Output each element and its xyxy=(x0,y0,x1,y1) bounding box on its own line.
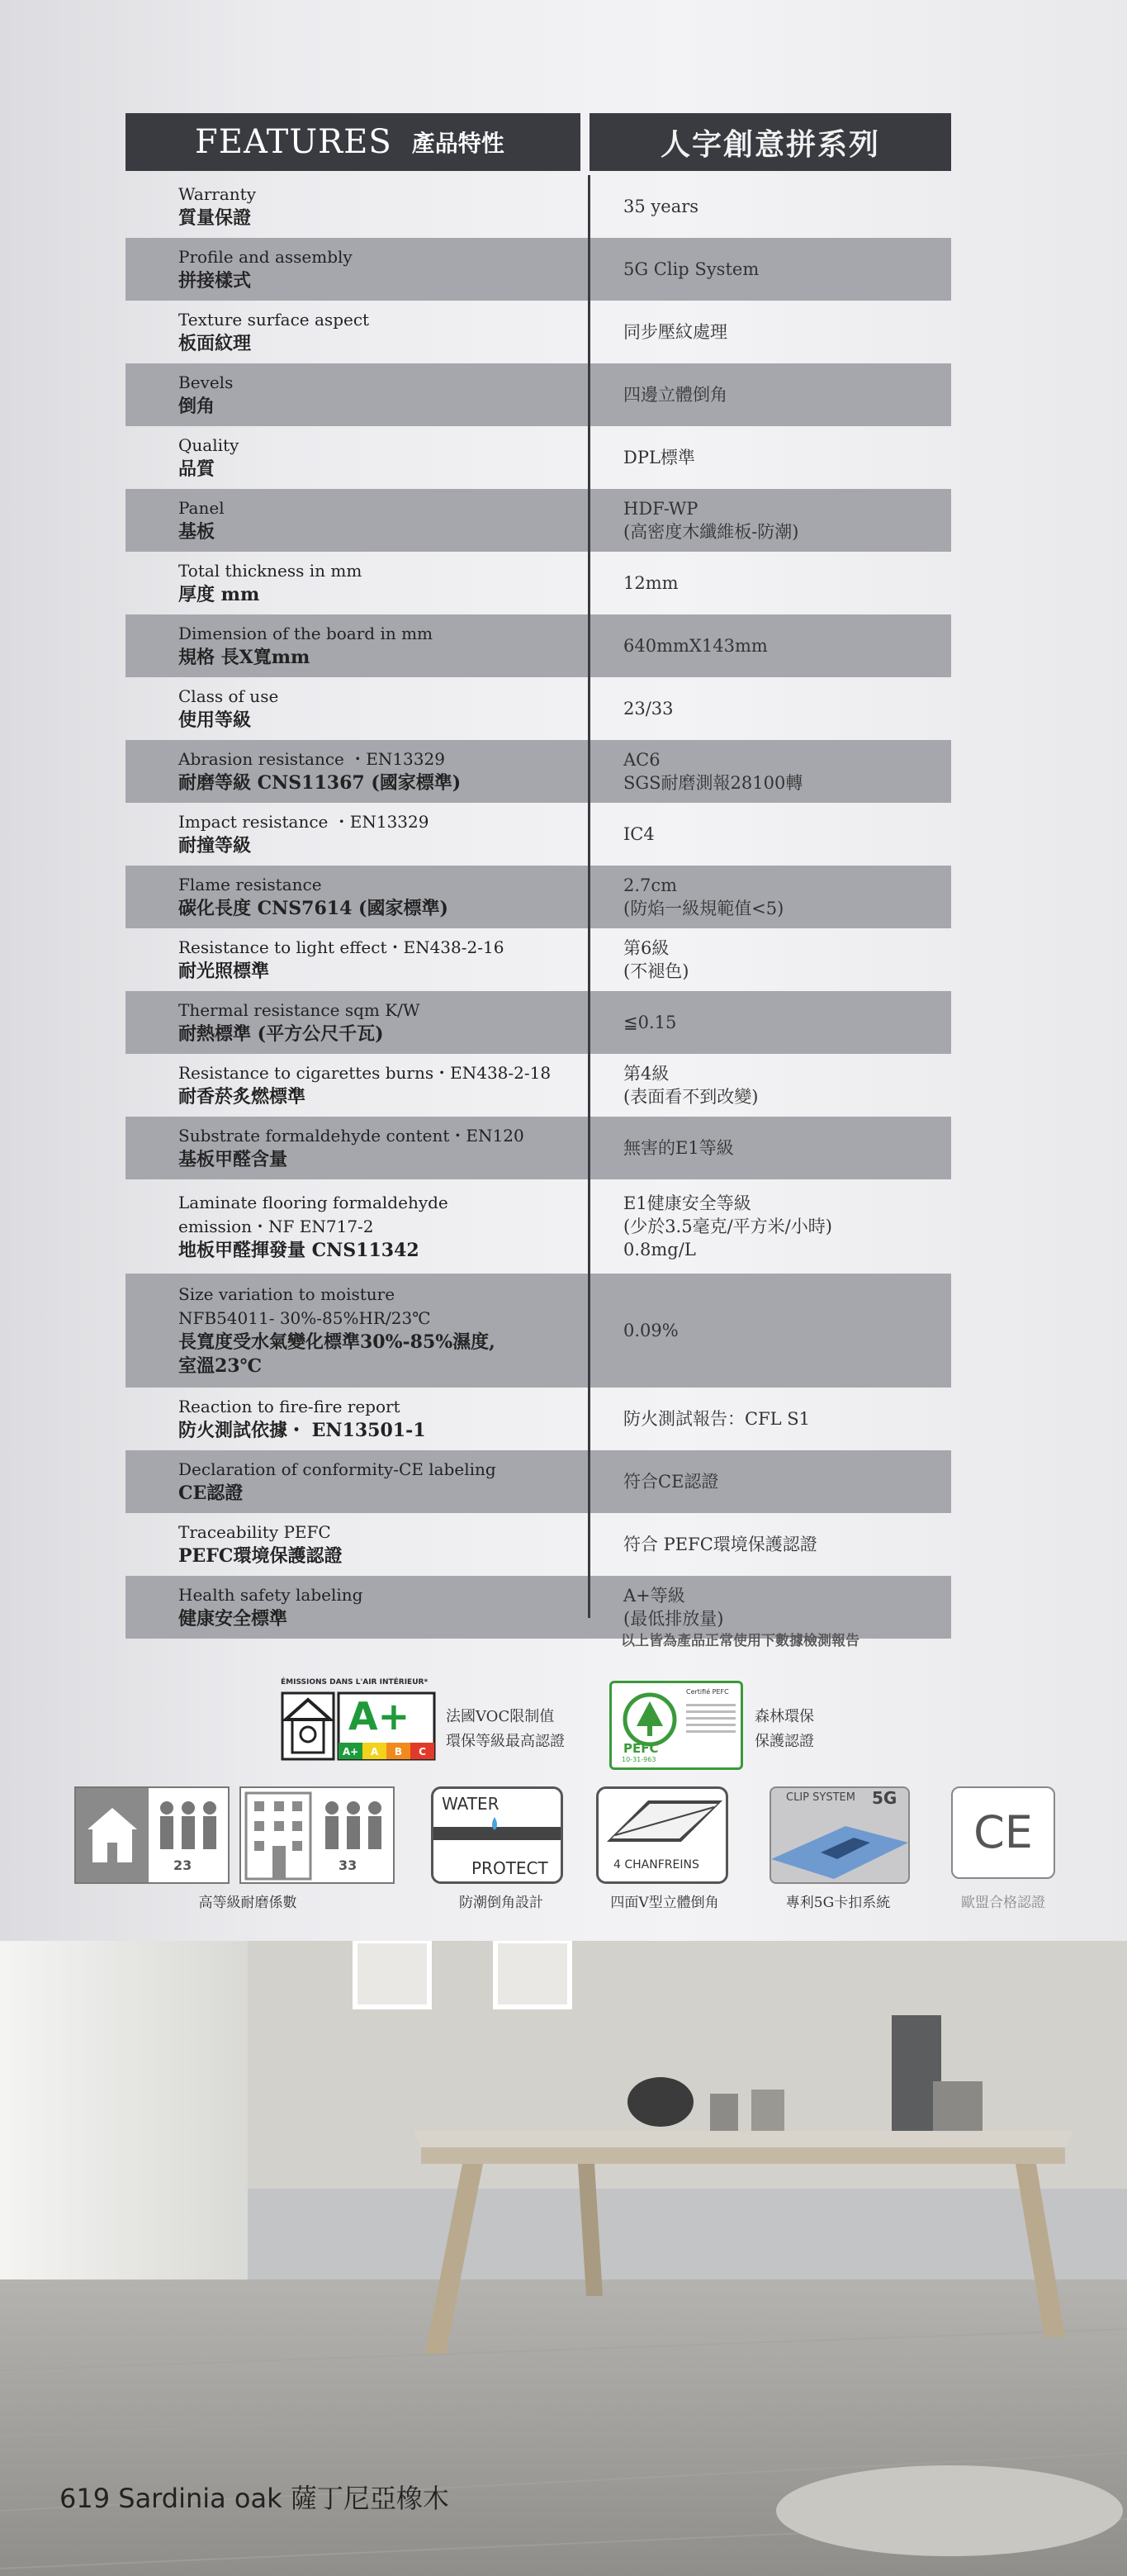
spec-label xyxy=(178,614,433,677)
spec-value-line: (防焰一級規範值<5) xyxy=(623,899,784,918)
bevel-icon xyxy=(599,1792,726,1858)
spec-value-line: (表面看不到改變) xyxy=(623,1087,759,1107)
water-label: WATER xyxy=(442,1794,500,1814)
spec-value xyxy=(623,740,803,803)
spec-label xyxy=(178,991,419,1054)
spec-value-line: AC6 xyxy=(623,750,661,770)
spec-label-zh: 基板 xyxy=(178,521,215,543)
spec-value-line: (最低排放量) xyxy=(623,1609,724,1629)
spec-table xyxy=(125,175,951,1639)
spec-label-zh: 耐熱標準 (平方公尺千瓦) xyxy=(178,1023,384,1045)
spec-value-line: IC4 xyxy=(623,824,655,844)
spec-row xyxy=(125,426,951,489)
spec-label-en: Resistance to cigarettes burns・EN438-2-18 xyxy=(178,1063,552,1083)
spec-label xyxy=(178,1450,496,1513)
features-title-zh: 產品特性 xyxy=(411,130,504,157)
voc-text-line: 環保等級最高認證 xyxy=(446,1733,565,1750)
bevel-caption: 四面V型立體倒角 xyxy=(610,1895,719,1911)
spec-label-zh: 倒角 xyxy=(178,396,215,417)
voc-text xyxy=(446,1705,565,1754)
spec-row xyxy=(125,614,951,677)
spec-label-en: Thermal resistance sqm K/W xyxy=(178,1000,420,1020)
spec-row xyxy=(125,1117,951,1179)
spec-value-line: 無害的E1等級 xyxy=(623,1138,734,1158)
spec-row xyxy=(125,803,951,866)
spec-row xyxy=(125,740,951,803)
ce-icon xyxy=(951,1786,1055,1879)
emission-scale xyxy=(339,1744,434,1759)
spec-label-en: Substrate formaldehyde content・EN120 xyxy=(178,1126,524,1146)
spec-value-line: 0.8mg/L xyxy=(623,1240,696,1260)
spec-label-zh: 耐撞等級 xyxy=(178,835,252,856)
spec-value xyxy=(623,238,759,301)
spec-row xyxy=(125,928,951,991)
spec-value xyxy=(623,426,695,489)
spec-row xyxy=(125,677,951,740)
spec-row xyxy=(125,1450,951,1513)
spec-value-line: (不褪色) xyxy=(623,961,689,981)
spec-value-line: A+等級 xyxy=(623,1586,685,1606)
pefc-name: PEFC xyxy=(623,1741,659,1756)
spec-value xyxy=(623,1117,734,1179)
ce-mark: CE xyxy=(973,1806,1033,1858)
spec-label-zh: 耐光照標準 xyxy=(178,961,270,982)
emission-scale-letter: A+ xyxy=(342,1746,359,1758)
spec-value-line: (少於3.5毫克/平方米/小時) xyxy=(623,1217,832,1236)
spec-label xyxy=(178,866,448,928)
spec-label xyxy=(178,301,369,363)
spec-value xyxy=(623,803,655,866)
spec-value-line: 23/33 xyxy=(623,699,674,719)
features-header xyxy=(125,113,580,171)
pefc-code: 10-31-963 xyxy=(622,1756,656,1763)
spec-label-en: Total thickness in mm xyxy=(178,561,362,581)
spec-value-line: 640mmX143mm xyxy=(623,636,768,656)
class-33-label: 33 xyxy=(339,1857,358,1873)
house-people-icon xyxy=(76,1788,228,1882)
spec-label xyxy=(178,740,461,803)
spec-value xyxy=(623,1179,832,1274)
spec-label xyxy=(178,426,239,489)
pefc-text-line: 保護認證 xyxy=(755,1733,814,1750)
column-divider xyxy=(588,175,590,1618)
spec-label xyxy=(178,552,362,614)
spec-value xyxy=(623,677,674,740)
water-drop-icon xyxy=(433,1814,561,1863)
emission-label-text: ÉMISSIONS DANS L'AIR INTÉRIEUR* xyxy=(281,1678,429,1686)
protect-label: PROTECT xyxy=(471,1858,548,1878)
class-33-icon xyxy=(239,1786,395,1884)
spec-value-line: 0.09% xyxy=(623,1321,679,1340)
spec-value-line: 符合 PEFC環境保護認證 xyxy=(623,1535,817,1554)
spec-value xyxy=(623,552,679,614)
spec-label-en: Panel xyxy=(178,498,225,518)
spec-label-zh: 拼接樣式 xyxy=(178,270,252,292)
spec-row xyxy=(125,1274,951,1388)
spec-label-zh: 耐磨等級 CNS11367 (國家標準) xyxy=(178,772,462,794)
spec-label-zh: PEFC環境保護認證 xyxy=(178,1545,343,1567)
spec-value xyxy=(623,489,798,552)
product-caption: 619 Sardinia oak 薩丁尼亞橡木 xyxy=(59,2483,449,2514)
spec-value-line: 2.7cm xyxy=(623,875,678,895)
spec-label-en: Flame resistance xyxy=(178,875,322,894)
table-footnote: 以上皆為產品正常使用下數據檢測報告 xyxy=(621,1633,859,1649)
features-title-en: FEATURES xyxy=(195,123,392,161)
spec-label-en: Size variation to moisture xyxy=(178,1284,395,1304)
spec-label xyxy=(178,1274,495,1388)
spec-label-zh: 室溫23℃ xyxy=(178,1355,262,1377)
spec-label xyxy=(178,1513,342,1576)
spec-label xyxy=(178,677,278,740)
spec-label-zh: 板面紋理 xyxy=(178,333,252,354)
water-protect-icon xyxy=(431,1786,563,1884)
spec-label-en: Traceability PEFC xyxy=(178,1522,331,1542)
spec-label-zh: 地板甲醛揮發量 CNS11342 xyxy=(178,1239,419,1261)
spec-value xyxy=(623,991,676,1054)
clip-diagram-icon xyxy=(771,1810,908,1882)
building-people-icon xyxy=(241,1788,393,1882)
spec-value-line: 四邊立體倒角 xyxy=(623,385,727,405)
clip-caption: 專利5G卡扣系統 xyxy=(785,1895,891,1911)
pefc-text xyxy=(755,1705,814,1754)
spec-label-zh: 基板甲醛含量 xyxy=(178,1149,288,1170)
spec-row xyxy=(125,489,951,552)
spec-label-en: NFB54011- 30%-85%HR/23℃ xyxy=(178,1308,431,1328)
spec-row xyxy=(125,238,951,301)
class-23-icon xyxy=(74,1786,230,1884)
spec-label-zh: 質量保證 xyxy=(178,207,252,229)
spec-label xyxy=(178,1054,551,1117)
spec-value xyxy=(623,614,768,677)
spec-label-en: Quality xyxy=(178,435,239,455)
chanfreins-icon xyxy=(596,1786,728,1884)
spec-row xyxy=(125,301,951,363)
emission-grade: A+ xyxy=(348,1694,410,1739)
spec-value-line: ≦0.15 xyxy=(623,1013,677,1032)
spec-label-en: Profile and assembly xyxy=(178,247,353,267)
spec-value xyxy=(623,1274,679,1388)
spec-label-en: Warranty xyxy=(178,184,257,204)
spec-value-line: 同步壓紋處理 xyxy=(623,322,727,342)
spec-value-line: E1健康安全等級 xyxy=(623,1193,751,1213)
spec-value-line: 35 years xyxy=(623,197,699,216)
spec-label xyxy=(178,1388,426,1450)
spec-label-en: Class of use xyxy=(178,686,279,706)
spec-row xyxy=(125,866,951,928)
spec-label-zh: 厚度 mm xyxy=(178,584,260,605)
ce-caption: 歐盟合格認證 xyxy=(961,1895,1045,1911)
pefc-top-label: Certifié PEFC xyxy=(686,1688,729,1696)
spec-label-en: Resistance to light effect・EN438-2-16 xyxy=(178,937,504,957)
wear-caption: 高等級耐磨係數 xyxy=(198,1895,297,1911)
spec-label-zh: 防火測試依據・ EN13501-1 xyxy=(178,1420,426,1441)
spec-label-zh: 健康安全標準 xyxy=(178,1608,288,1630)
spec-value xyxy=(623,1513,817,1576)
spec-label xyxy=(178,175,256,238)
spec-value xyxy=(623,866,784,928)
spec-row xyxy=(125,1513,951,1576)
spec-value-line: 第4級 xyxy=(623,1064,670,1084)
voc-text-line: 法國VOC限制值 xyxy=(446,1708,555,1725)
clip-system-icon xyxy=(769,1786,910,1884)
clip-5g-label: 5G xyxy=(872,1788,897,1808)
spec-row xyxy=(125,175,951,238)
spec-value xyxy=(623,928,689,991)
spec-value-line: 12mm xyxy=(623,573,679,593)
spec-value-line: HDF-WP xyxy=(623,499,698,519)
emission-scale-letter: B xyxy=(394,1746,403,1758)
spec-value xyxy=(623,363,727,426)
spec-label xyxy=(178,489,225,552)
pefc-badge xyxy=(609,1681,743,1770)
emission-scale-letter: C xyxy=(419,1746,426,1758)
spec-label-en: Abrasion resistance ・EN13329 xyxy=(178,749,445,769)
spec-label-en: Texture surface aspect xyxy=(178,310,370,330)
spec-row xyxy=(125,1054,951,1117)
spec-value xyxy=(623,1450,718,1513)
class-23-label: 23 xyxy=(173,1857,192,1873)
spec-label xyxy=(178,1179,448,1274)
spec-value-line: 第6級 xyxy=(623,938,670,958)
spec-label xyxy=(178,803,429,866)
spec-label-en: Dimension of the board in mm xyxy=(178,624,433,643)
spec-value-line: 防火測試報告：CFL S1 xyxy=(623,1409,811,1429)
spec-label-en: emission・NF EN717-2 xyxy=(178,1216,374,1236)
spec-value xyxy=(623,1054,758,1117)
chanfreins-label: 4 CHANFREINS xyxy=(613,1858,699,1872)
spec-label-en: Bevels xyxy=(178,372,234,392)
spec-label-zh: 長寬度受水氣變化標準30%-85%濕度, xyxy=(178,1331,495,1353)
spec-value xyxy=(623,175,698,238)
spec-value-line: (高密度木纖維板-防潮) xyxy=(623,522,799,542)
spec-row xyxy=(125,1179,951,1274)
spec-row xyxy=(125,552,951,614)
spec-label xyxy=(178,1576,362,1639)
spec-label xyxy=(178,928,504,991)
spec-label-en: Declaration of conformity-CE labeling xyxy=(178,1459,496,1479)
emission-scale-letter: A xyxy=(370,1746,379,1758)
spec-row xyxy=(125,363,951,426)
spec-label-zh: 耐香菸炙燃標準 xyxy=(178,1086,306,1108)
spec-label-en: Laminate flooring formaldehyde xyxy=(178,1192,448,1212)
spec-label-en: Health safety labeling xyxy=(178,1585,363,1605)
emission-label-badge xyxy=(281,1678,436,1762)
spec-value-line: 5G Clip System xyxy=(623,259,760,279)
spec-value-line: SGS耐磨測報28100轉 xyxy=(623,773,803,793)
spec-label-zh: CE認證 xyxy=(178,1483,244,1504)
spec-row xyxy=(125,991,951,1054)
spec-label-en: Reaction to fire-fire report xyxy=(178,1397,400,1416)
series-header: 人字創意拼系列 xyxy=(590,113,951,171)
pefc-fine-print xyxy=(686,1700,736,1749)
spec-value-line: 符合CE認證 xyxy=(623,1472,719,1492)
spec-label xyxy=(178,238,353,301)
pefc-text-line: 森林環保 xyxy=(755,1708,814,1725)
spec-label xyxy=(178,1117,524,1179)
spec-value xyxy=(623,301,727,363)
spec-label-zh: 品質 xyxy=(178,458,215,480)
spec-value-line: DPL標準 xyxy=(623,448,695,467)
spec-label-zh: 碳化長度 CNS7614 (國家標準) xyxy=(178,898,448,919)
spec-value xyxy=(623,1388,810,1450)
spec-label-zh: 規格 長X寬mm xyxy=(178,647,310,668)
spec-row xyxy=(125,1388,951,1450)
spec-label-zh: 使用等級 xyxy=(178,709,252,731)
water-caption: 防潮倒角設計 xyxy=(459,1895,543,1911)
spec-label-en: Impact resistance ・EN13329 xyxy=(178,812,429,832)
spec-label xyxy=(178,363,233,426)
clip-label: CLIP SYSTEM xyxy=(786,1791,855,1804)
